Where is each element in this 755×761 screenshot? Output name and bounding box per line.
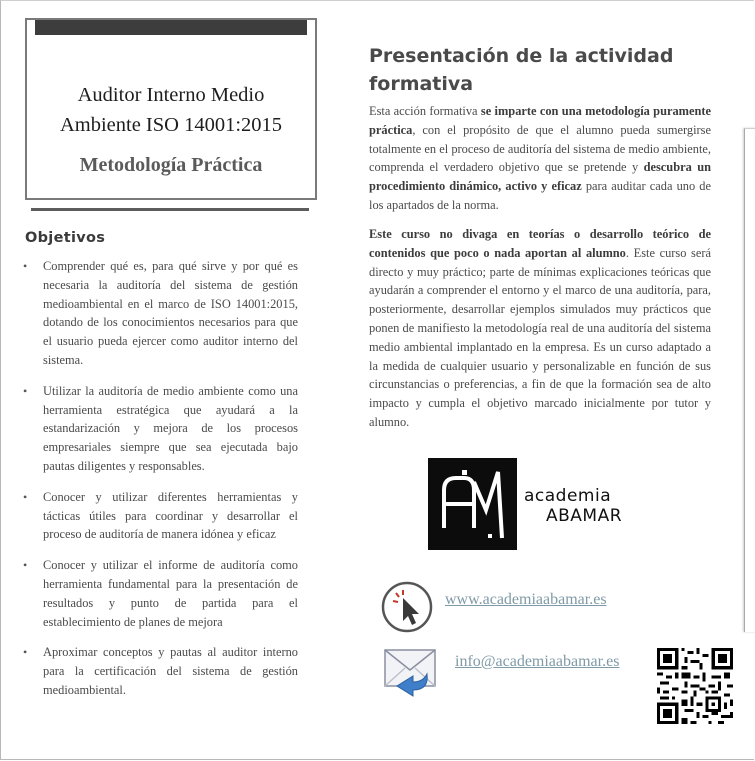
logo-text-academia: academia bbox=[524, 486, 612, 506]
am-monogram-icon bbox=[428, 458, 517, 550]
qr-code-icon bbox=[657, 648, 733, 724]
p1-bold-d: descubra un procedimiento dinámico, activo y eficaz bbox=[369, 160, 711, 194]
objective-text: Conocer y utilizar diferentes herramientas y tácticas útiles para coordinar y desarrollar el proceso de auditoría de manera idónea y eficaz bbox=[43, 489, 298, 542]
bullet-icon: • bbox=[23, 558, 28, 573]
adjacent-page-edge bbox=[744, 128, 755, 632]
p1-bold-b: se imparte con una metodología puramente práctica bbox=[369, 104, 711, 137]
objective-item bbox=[21, 556, 298, 631]
bullet-icon: • bbox=[23, 645, 28, 660]
logo-text-abamar: ABAMAR bbox=[546, 506, 623, 526]
p1-text-e: para auditar cada uno de los apartados de la norma. bbox=[369, 179, 712, 212]
p1-text-a: Esta acción formativa bbox=[369, 104, 481, 118]
academia-abamar-logo bbox=[428, 458, 623, 550]
email-link[interactable]: info@academiaabamar.es bbox=[455, 653, 620, 670]
objectives-list bbox=[21, 257, 298, 712]
bullet-icon: • bbox=[23, 259, 28, 273]
course-subtitle: Metodología Práctica bbox=[79, 154, 263, 176]
presentation-paragraph-1 bbox=[369, 102, 711, 215]
objective-text: Utilizar la auditoría de medio ambiente como una herramienta estratégica que ayudará a la estandarización y mejora de los procesos empresariales siempre que sea ejecutada bajo pautas diligentes y responsables. bbox=[43, 383, 298, 473]
divider-rule bbox=[31, 208, 309, 211]
objective-text: Aproximar conceptos y pautas al auditor interno para la certificación del sistema de gestión medioambiental. bbox=[43, 645, 298, 697]
objective-item bbox=[21, 382, 298, 476]
objective-item bbox=[21, 488, 298, 544]
course-title-box bbox=[25, 18, 317, 200]
envelope-reply-icon bbox=[383, 646, 439, 702]
objective-text: Comprender qué es, para qué sirve y por qué es necesaria la auditoría del sistema de gestión medioambiental en el marco de ISO 14001:2015, dotando de los conocimientos necesarios para que el usuario pueda ejercer como auditor interno del sistema. bbox=[43, 259, 298, 367]
objectives-heading: Objetivos bbox=[25, 230, 106, 246]
title-box-top-bar bbox=[35, 20, 307, 35]
course-title-line-2: Ambiente ISO 14001:2015 bbox=[59, 114, 283, 136]
cursor-click-icon bbox=[381, 581, 433, 633]
presentation-paragraph-2 bbox=[369, 225, 711, 432]
objective-item bbox=[21, 257, 298, 370]
bullet-icon: • bbox=[23, 383, 28, 398]
website-link[interactable]: www.academiaabamar.es bbox=[445, 591, 607, 608]
objective-text: Conocer y utilizar el informe de auditoría como herramienta fundamental para la presentación de resultados y punto de partida para el establecimiento de planes de mejora bbox=[43, 558, 298, 629]
course-title bbox=[27, 80, 315, 140]
objective-item bbox=[21, 643, 298, 699]
p2-bold-a: Este curso no divaga en teorías o desarrollo teórico de contenidos que poco o nada aportan al alumno bbox=[369, 227, 711, 260]
bullet-icon: • bbox=[23, 489, 28, 504]
section-title: Presentación de la actividad formativa bbox=[369, 45, 674, 95]
p1-text-c: , con el propósito de que el alumno pueda sumergirse totalmente en el proceso de auditoría del sistema de medio ambiente, comprenda el verdadero objetivo que se pretende y bbox=[369, 122, 711, 175]
course-title-line-1: Auditor Interno Medio bbox=[77, 84, 265, 106]
p2-text-b: . Este curso será directo y muy práctico; parte de mínimas explicaciones teóricas que ayudarán a comprender el entorno y el marco de una auditoría, para, posteriormente, desarrollar ejemplos simulados muy prácticos que ponen de manifiesto la metodología real de una auditoría del sistema medio ambiental implantado en la empresa. Es un curso adaptado a la medida de cualquier usuario y personalizable en función de sus circunstancias o preferencias, a fin de que la formación sea de alto impacto y cumpla el objetivo marcado inicialmente por tutor y alumno. bbox=[369, 245, 712, 429]
